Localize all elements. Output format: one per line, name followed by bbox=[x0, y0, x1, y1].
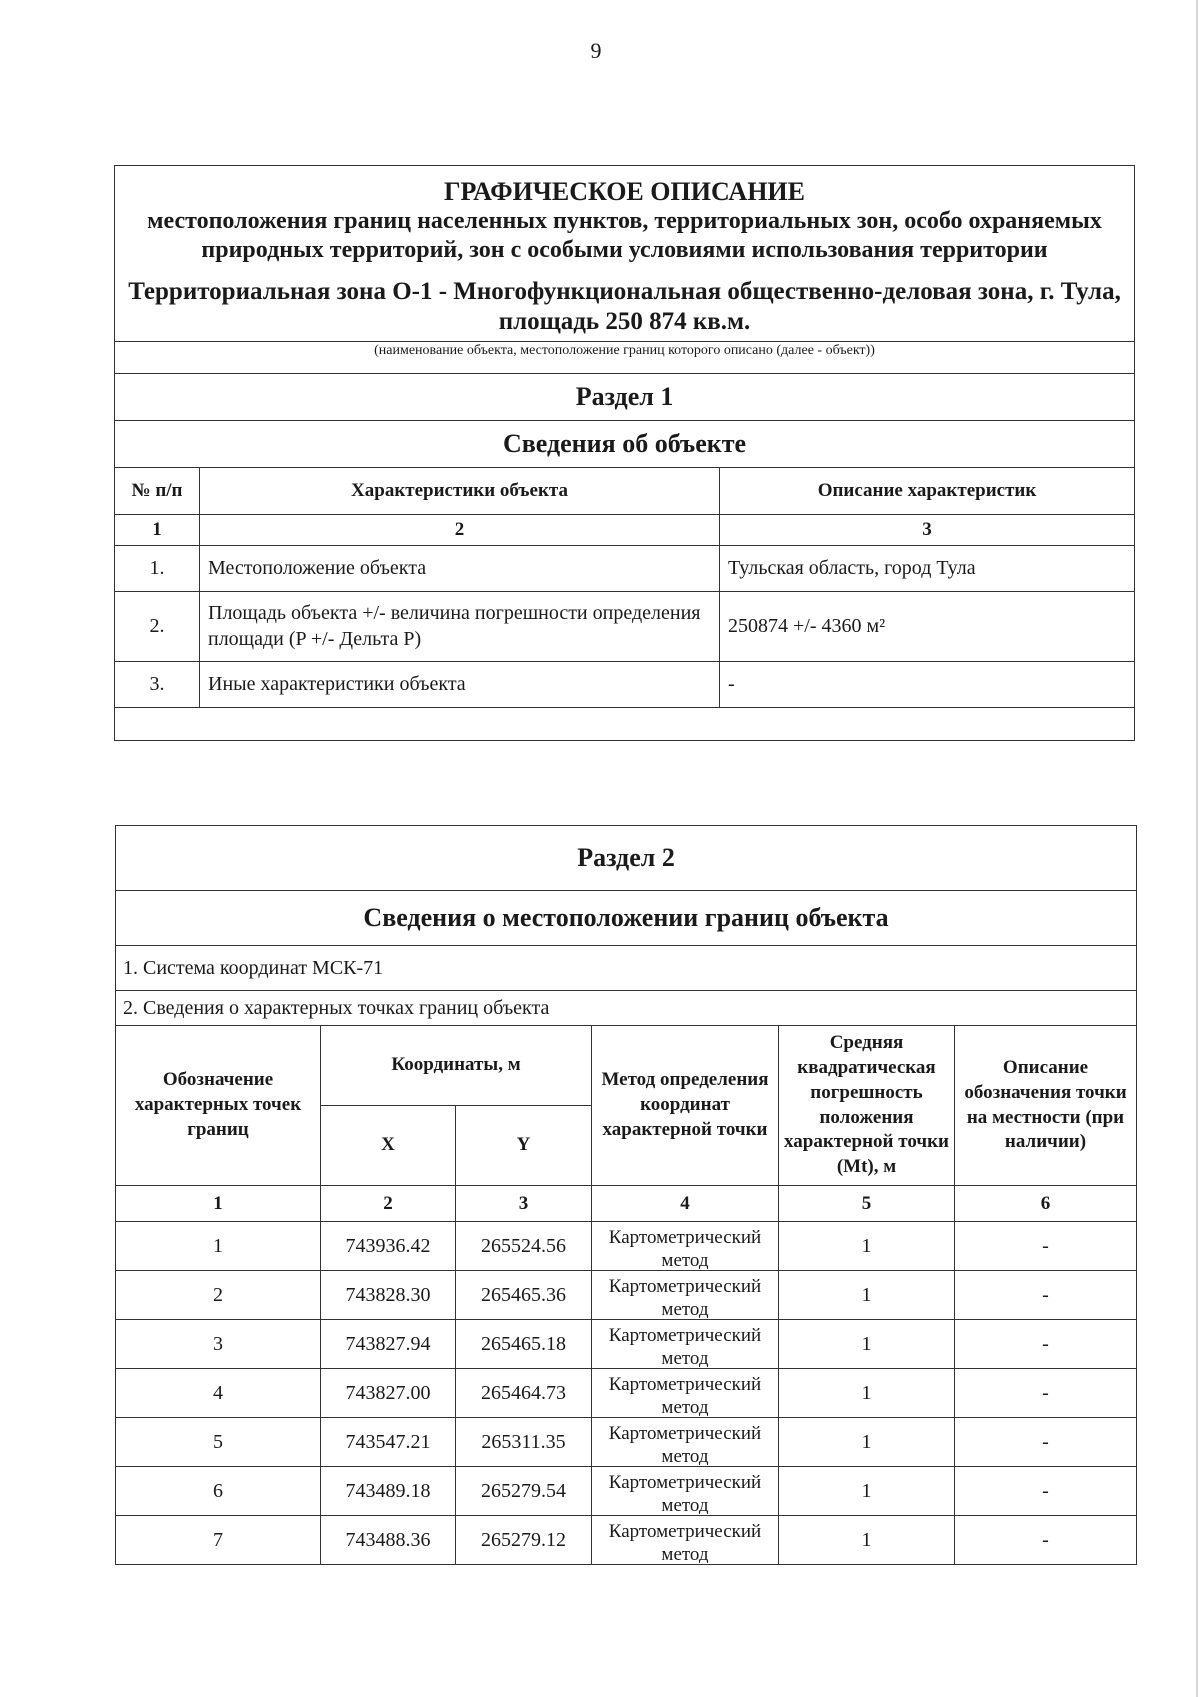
section1-title: Сведения об объекте bbox=[115, 420, 1135, 467]
column-number: 3 bbox=[456, 1186, 592, 1222]
coordinate-y: 265465.18 bbox=[456, 1320, 592, 1369]
mt-value: 1 bbox=[779, 1467, 955, 1516]
characteristic-name: Иные характеристики объекта bbox=[200, 661, 720, 707]
coordinate-x: 743828.30 bbox=[321, 1271, 456, 1320]
method-text: Картометрический метод bbox=[608, 1521, 762, 1563]
method-text: Картометрический метод bbox=[608, 1276, 762, 1318]
column-number: 1 bbox=[116, 1186, 321, 1222]
coordinate-x: 743827.00 bbox=[321, 1369, 456, 1418]
table-row bbox=[116, 1516, 1137, 1565]
mt-value: 1 bbox=[779, 1320, 955, 1369]
object-caption: (наименование объекта, местоположение границ которого описано (далее - объект)) bbox=[115, 341, 1135, 373]
characteristic-name: Площадь объекта +/- величина погрешности определения площади (P +/- Дельта P) bbox=[200, 591, 720, 661]
table-row bbox=[116, 1369, 1137, 1418]
characteristic-value: 250874 +/- 4360 м² bbox=[720, 591, 1135, 661]
column-header: № п/п bbox=[115, 467, 200, 514]
coordinate-y: 265279.12 bbox=[456, 1516, 592, 1565]
column-header-x: X bbox=[321, 1106, 456, 1186]
method bbox=[592, 1271, 779, 1320]
coordinate-x: 743936.42 bbox=[321, 1222, 456, 1271]
column-header-error: Средняя квадратическая погрешность положения характерной точки (Mt), м bbox=[779, 1026, 955, 1186]
point-description: - bbox=[955, 1418, 1137, 1467]
point-id: 2 bbox=[116, 1271, 321, 1320]
mt-value: 1 bbox=[779, 1222, 955, 1271]
coordinate-y: 265465.36 bbox=[456, 1271, 592, 1320]
column-header-designation: Обозначение характерных точек границ bbox=[116, 1026, 321, 1186]
empty-row bbox=[115, 707, 1135, 740]
page-number: 9 bbox=[590, 38, 602, 63]
characteristic-value: - bbox=[720, 661, 1135, 707]
table-row bbox=[116, 1418, 1137, 1467]
point-description: - bbox=[955, 1222, 1137, 1271]
point-id: 1 bbox=[116, 1222, 321, 1271]
table-row bbox=[116, 1222, 1137, 1271]
point-id: 3 bbox=[116, 1320, 321, 1369]
column-header-y: Y bbox=[456, 1106, 592, 1186]
point-id: 4 bbox=[116, 1369, 321, 1418]
coordinate-x: 743827.94 bbox=[321, 1320, 456, 1369]
point-id: 6 bbox=[116, 1467, 321, 1516]
document-title: ГРАФИЧЕСКОЕ ОПИСАНИЕ bbox=[444, 177, 805, 206]
column-number: 6 bbox=[955, 1186, 1137, 1222]
zone-title: Территориальная зона О-1 - Многофункциональная общественно-деловая зона, г. Тула, площадь 250 874 кв.м. bbox=[128, 277, 1121, 335]
characteristic-name: Местоположение объекта bbox=[200, 545, 720, 591]
column-header: Характеристики объекта bbox=[200, 467, 720, 514]
coordinate-x: 743489.18 bbox=[321, 1467, 456, 1516]
characteristic-value: Тульская область, город Тула bbox=[720, 545, 1135, 591]
coordinate-x: 743488.36 bbox=[321, 1516, 456, 1565]
section1-label: Раздел 1 bbox=[115, 373, 1135, 420]
point-id: 5 bbox=[116, 1418, 321, 1467]
section2-title: Сведения о местоположении границ объекта bbox=[116, 891, 1137, 946]
method bbox=[592, 1369, 779, 1418]
coordinate-y: 265279.54 bbox=[456, 1467, 592, 1516]
coordinate-y: 265311.35 bbox=[456, 1418, 592, 1467]
row-number: 1. bbox=[115, 545, 200, 591]
row-number: 2. bbox=[115, 591, 200, 661]
section2-table bbox=[115, 825, 1137, 1565]
coordinate-system: 1. Система координат МСК-71 bbox=[116, 946, 1137, 991]
method-text: Картометрический метод bbox=[608, 1325, 762, 1367]
point-description: - bbox=[955, 1271, 1137, 1320]
method bbox=[592, 1222, 779, 1271]
point-description: - bbox=[955, 1467, 1137, 1516]
mt-value: 1 bbox=[779, 1418, 955, 1467]
document-subtitle: местоположения границ населенных пунктов, территориальных зон, особо охраняемых природных территорий, зон с особыми условиями использования территории bbox=[147, 208, 1102, 263]
column-number: 2 bbox=[321, 1186, 456, 1222]
coordinate-y: 265524.56 bbox=[456, 1222, 592, 1271]
point-id: 7 bbox=[116, 1516, 321, 1565]
column-number: 2 bbox=[200, 514, 720, 545]
method-text: Картометрический метод bbox=[608, 1472, 762, 1514]
method-text: Картометрический метод bbox=[608, 1227, 762, 1269]
page-edge bbox=[1196, 0, 1198, 1697]
document-header bbox=[115, 166, 1135, 342]
method-text: Картометрический метод bbox=[608, 1423, 762, 1465]
table-row bbox=[115, 545, 1135, 591]
column-header: Описание характеристик bbox=[720, 467, 1135, 514]
point-description: - bbox=[955, 1369, 1137, 1418]
column-number: 4 bbox=[592, 1186, 779, 1222]
column-header-coordinates: Координаты, м bbox=[321, 1026, 592, 1106]
points-info: 2. Сведения о характерных точках границ объекта bbox=[116, 991, 1137, 1026]
column-header-description: Описание обозначения точки на местности (при наличии) bbox=[955, 1026, 1137, 1186]
method bbox=[592, 1320, 779, 1369]
coordinate-y: 265464.73 bbox=[456, 1369, 592, 1418]
section2-label: Раздел 2 bbox=[116, 826, 1137, 891]
method bbox=[592, 1516, 779, 1565]
mt-value: 1 bbox=[779, 1369, 955, 1418]
table-row bbox=[115, 661, 1135, 707]
point-description: - bbox=[955, 1516, 1137, 1565]
method-text: Картометрический метод bbox=[608, 1374, 762, 1416]
column-number: 5 bbox=[779, 1186, 955, 1222]
column-number: 1 bbox=[115, 514, 200, 545]
table-row bbox=[115, 591, 1135, 661]
row-number: 3. bbox=[115, 661, 200, 707]
method bbox=[592, 1467, 779, 1516]
mt-value: 1 bbox=[779, 1516, 955, 1565]
column-number: 3 bbox=[720, 514, 1135, 545]
table-row bbox=[116, 1320, 1137, 1369]
table-row bbox=[116, 1467, 1137, 1516]
coordinate-x: 743547.21 bbox=[321, 1418, 456, 1467]
mt-value: 1 bbox=[779, 1271, 955, 1320]
point-description: - bbox=[955, 1320, 1137, 1369]
section1-table bbox=[114, 165, 1135, 741]
table-row bbox=[116, 1271, 1137, 1320]
column-header-method: Метод определения координат характерной точки bbox=[592, 1026, 779, 1186]
method bbox=[592, 1418, 779, 1467]
